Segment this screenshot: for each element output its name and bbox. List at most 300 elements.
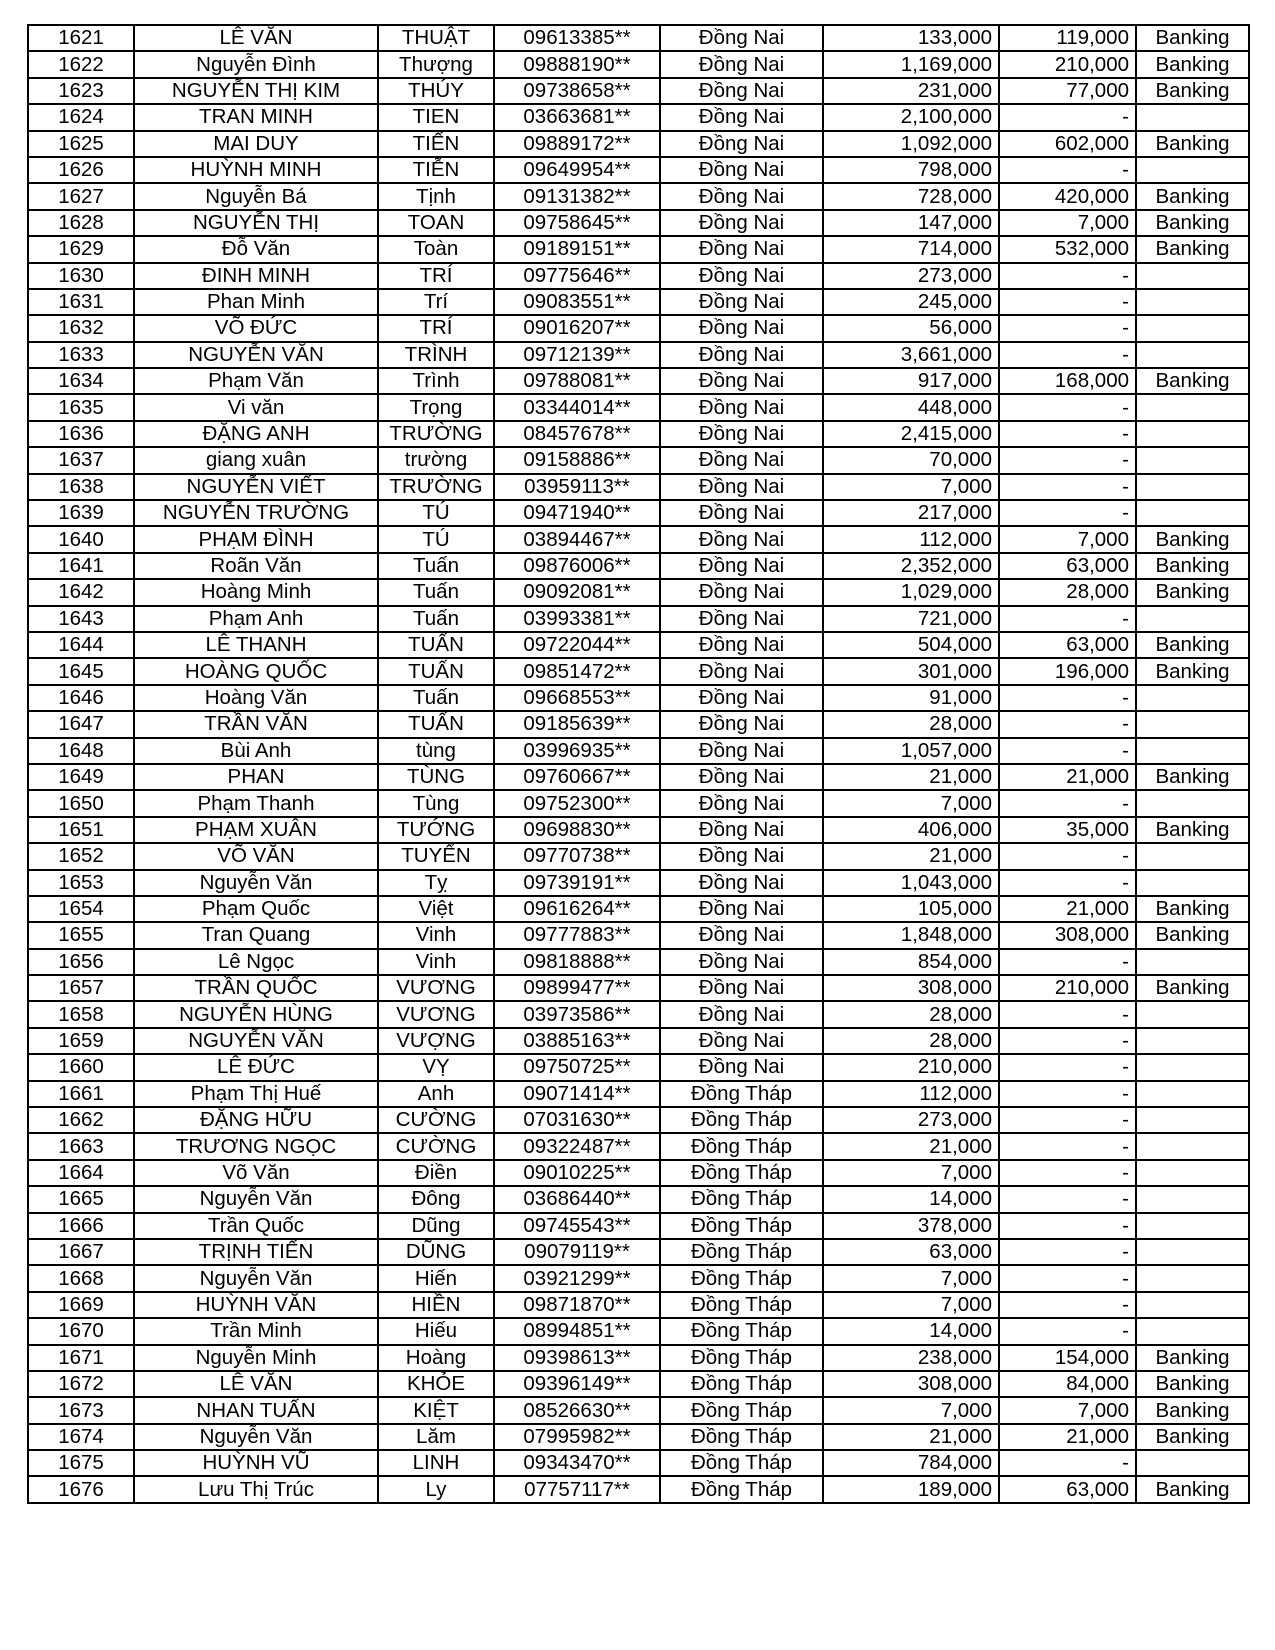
row-number-cell: 1634 [28,368,134,394]
given-name-cell: THUẬT [378,25,494,51]
table-row [28,263,1249,289]
province-cell: Đồng Tháp [660,1424,823,1450]
table-row [28,764,1249,790]
table-row [28,1397,1249,1423]
method-cell [1136,474,1249,500]
surname-cell: PHAN [134,764,378,790]
method-cell [1136,421,1249,447]
table-row [28,210,1249,236]
amount-cell: 273,000 [823,263,999,289]
province-cell: Đồng Nai [660,78,823,104]
province-cell: Đồng Nai [660,104,823,130]
given-name-cell: Trí [378,289,494,315]
phone-cell: 09396149** [494,1371,660,1397]
paid-amount-cell: - [999,1001,1136,1027]
paid-amount-cell: 210,000 [999,51,1136,77]
table-row [28,1186,1249,1212]
given-name-cell: Tuấn [378,606,494,632]
amount-cell: 721,000 [823,606,999,632]
phone-cell: 03996935** [494,738,660,764]
province-cell: Đồng Tháp [660,1397,823,1423]
table-row [28,1424,1249,1450]
table-row [28,790,1249,816]
surname-cell: NHAN TUẤN [134,1397,378,1423]
method-cell [1136,315,1249,341]
paid-amount-cell: - [999,1107,1136,1133]
given-name-cell: THÚY [378,78,494,104]
table-row [28,1107,1249,1133]
given-name-cell: TRÍ [378,315,494,341]
paid-amount-cell: - [999,606,1136,632]
province-cell: Đồng Nai [660,1001,823,1027]
phone-cell: 09738658** [494,78,660,104]
amount-cell: 1,092,000 [823,131,999,157]
amount-cell: 28,000 [823,711,999,737]
table-row [28,975,1249,1001]
table-row [28,104,1249,130]
row-number-cell: 1641 [28,553,134,579]
province-cell: Đồng Nai [660,474,823,500]
province-cell: Đồng Nai [660,843,823,869]
amount-cell: 7,000 [823,1292,999,1318]
amount-cell: 1,057,000 [823,738,999,764]
table-row [28,685,1249,711]
records-table [27,24,1250,1504]
province-cell: Đồng Nai [660,632,823,658]
province-cell: Đồng Nai [660,1054,823,1080]
table-row [28,922,1249,948]
row-number-cell: 1669 [28,1292,134,1318]
given-name-cell: TUYỂN [378,843,494,869]
province-cell: Đồng Nai [660,606,823,632]
phone-cell: 09876006** [494,553,660,579]
table-row [28,1213,1249,1239]
surname-cell: Phạm Thị Huế [134,1081,378,1107]
paid-amount-cell: - [999,790,1136,816]
surname-cell: VÕ VĂN [134,843,378,869]
surname-cell: Tran Quang [134,922,378,948]
surname-cell: ĐINH MINH [134,263,378,289]
surname-cell: Phan Minh [134,289,378,315]
surname-cell: NGUYỄN THỊ [134,210,378,236]
surname-cell: Roãn Văn [134,553,378,579]
surname-cell: TRAN MINH [134,104,378,130]
phone-cell: 09698830** [494,817,660,843]
table-row [28,1239,1249,1265]
table-row [28,1081,1249,1107]
surname-cell: HUỲNH VŨ [134,1450,378,1476]
province-cell: Đồng Nai [660,949,823,975]
phone-cell: 09758645** [494,210,660,236]
province-cell: Đồng Nai [660,25,823,51]
given-name-cell: TÚ [378,500,494,526]
amount-cell: 1,848,000 [823,922,999,948]
given-name-cell: VƯƠNG [378,975,494,1001]
table-row [28,368,1249,394]
table-row [28,1476,1249,1502]
phone-cell: 09158886** [494,447,660,473]
method-cell: Banking [1136,579,1249,605]
method-cell [1136,1450,1249,1476]
amount-cell: 7,000 [823,1160,999,1186]
province-cell: Đồng Nai [660,817,823,843]
surname-cell: Nguyễn Minh [134,1345,378,1371]
surname-cell: ĐẶNG HỮU [134,1107,378,1133]
surname-cell: Vi văn [134,394,378,420]
amount-cell: 14,000 [823,1186,999,1212]
paid-amount-cell: - [999,1239,1136,1265]
table-row [28,315,1249,341]
row-number-cell: 1636 [28,421,134,447]
province-cell: Đồng Tháp [660,1160,823,1186]
row-number-cell: 1661 [28,1081,134,1107]
method-cell: Banking [1136,131,1249,157]
method-cell [1136,1054,1249,1080]
province-cell: Đồng Nai [660,421,823,447]
row-number-cell: 1672 [28,1371,134,1397]
amount-cell: 21,000 [823,764,999,790]
paid-amount-cell: 21,000 [999,896,1136,922]
amount-cell: 7,000 [823,1265,999,1291]
surname-cell: TRỊNH TIẾN [134,1239,378,1265]
phone-cell: 09613385** [494,25,660,51]
given-name-cell: VƯƠNG [378,1001,494,1027]
method-cell [1136,1186,1249,1212]
row-number-cell: 1668 [28,1265,134,1291]
row-number-cell: 1631 [28,289,134,315]
province-cell: Đồng Nai [660,157,823,183]
method-cell: Banking [1136,1424,1249,1450]
phone-cell: 09851472** [494,658,660,684]
paid-amount-cell: - [999,263,1136,289]
paid-amount-cell: 602,000 [999,131,1136,157]
amount-cell: 91,000 [823,685,999,711]
row-number-cell: 1674 [28,1424,134,1450]
phone-cell: 07031630** [494,1107,660,1133]
given-name-cell: Lăm [378,1424,494,1450]
table-row [28,606,1249,632]
row-number-cell: 1645 [28,658,134,684]
amount-cell: 2,415,000 [823,421,999,447]
table-row [28,25,1249,51]
surname-cell: PHẠM XUÂN [134,817,378,843]
amount-cell: 133,000 [823,25,999,51]
given-name-cell: Việt [378,896,494,922]
given-name-cell: Dũng [378,1213,494,1239]
given-name-cell: KHỎE [378,1371,494,1397]
amount-cell: 406,000 [823,817,999,843]
phone-cell: 03344014** [494,394,660,420]
amount-cell: 70,000 [823,447,999,473]
method-cell [1136,1107,1249,1133]
phone-cell: 09083551** [494,289,660,315]
province-cell: Đồng Nai [660,579,823,605]
province-cell: Đồng Nai [660,289,823,315]
amount-cell: 217,000 [823,500,999,526]
table-row [28,738,1249,764]
phone-cell: 09092081** [494,579,660,605]
surname-cell: HOÀNG QUỐC [134,658,378,684]
row-number-cell: 1648 [28,738,134,764]
table-row [28,658,1249,684]
amount-cell: 854,000 [823,949,999,975]
paid-amount-cell: - [999,104,1136,130]
phone-cell: 09016207** [494,315,660,341]
paid-amount-cell: 35,000 [999,817,1136,843]
amount-cell: 378,000 [823,1213,999,1239]
paid-amount-cell: 63,000 [999,632,1136,658]
phone-cell: 08994851** [494,1318,660,1344]
table-row [28,289,1249,315]
method-cell: Banking [1136,922,1249,948]
row-number-cell: 1621 [28,25,134,51]
method-cell: Banking [1136,1345,1249,1371]
province-cell: Đồng Nai [660,368,823,394]
given-name-cell: Tùng [378,790,494,816]
given-name-cell: TÚ [378,526,494,552]
province-cell: Đồng Nai [660,764,823,790]
amount-cell: 28,000 [823,1028,999,1054]
paid-amount-cell: - [999,1081,1136,1107]
row-number-cell: 1656 [28,949,134,975]
paid-amount-cell: - [999,1160,1136,1186]
row-number-cell: 1655 [28,922,134,948]
table-row [28,1160,1249,1186]
province-cell: Đồng Nai [660,922,823,948]
amount-cell: 245,000 [823,289,999,315]
paid-amount-cell: 21,000 [999,1424,1136,1450]
table-row [28,474,1249,500]
given-name-cell: LINH [378,1450,494,1476]
given-name-cell: Tuấn [378,553,494,579]
paid-amount-cell: - [999,1213,1136,1239]
row-number-cell: 1654 [28,896,134,922]
method-cell [1136,1239,1249,1265]
amount-cell: 504,000 [823,632,999,658]
surname-cell: Hoàng Minh [134,579,378,605]
row-number-cell: 1653 [28,870,134,896]
given-name-cell: CƯỜNG [378,1107,494,1133]
phone-cell: 09739191** [494,870,660,896]
paid-amount-cell: - [999,500,1136,526]
paid-amount-cell: 7,000 [999,1397,1136,1423]
surname-cell: LÊ VĂN [134,1371,378,1397]
amount-cell: 56,000 [823,315,999,341]
amount-cell: 210,000 [823,1054,999,1080]
given-name-cell: Vinh [378,922,494,948]
given-name-cell: Tuấn [378,579,494,605]
amount-cell: 21,000 [823,1133,999,1159]
method-cell [1136,447,1249,473]
row-number-cell: 1643 [28,606,134,632]
province-cell: Đồng Tháp [660,1239,823,1265]
row-number-cell: 1625 [28,131,134,157]
surname-cell: VÕ ĐỨC [134,315,378,341]
surname-cell: Lưu Thị Trúc [134,1476,378,1502]
row-number-cell: 1666 [28,1213,134,1239]
given-name-cell: Tịnh [378,183,494,209]
province-cell: Đồng Nai [660,131,823,157]
method-cell [1136,1292,1249,1318]
amount-cell: 714,000 [823,236,999,262]
surname-cell: Phạm Văn [134,368,378,394]
given-name-cell: HIỀN [378,1292,494,1318]
phone-cell: 09079119** [494,1239,660,1265]
amount-cell: 7,000 [823,790,999,816]
amount-cell: 189,000 [823,1476,999,1502]
given-name-cell: Hiếu [378,1318,494,1344]
table-row [28,870,1249,896]
amount-cell: 21,000 [823,1424,999,1450]
phone-cell: 09668553** [494,685,660,711]
paid-amount-cell: - [999,870,1136,896]
method-cell [1136,263,1249,289]
province-cell: Đồng Nai [660,526,823,552]
table-row [28,236,1249,262]
phone-cell: 09760667** [494,764,660,790]
given-name-cell: TIẾN [378,131,494,157]
phone-cell: 09322487** [494,1133,660,1159]
table-row [28,1318,1249,1344]
method-cell [1136,1001,1249,1027]
paid-amount-cell: 168,000 [999,368,1136,394]
paid-amount-cell: - [999,949,1136,975]
given-name-cell: Hiến [378,1265,494,1291]
amount-cell: 1,169,000 [823,51,999,77]
given-name-cell: TRƯỜNG [378,474,494,500]
given-name-cell: Trình [378,368,494,394]
surname-cell: Lê Ngọc [134,949,378,975]
phone-cell: 09071414** [494,1081,660,1107]
row-number-cell: 1659 [28,1028,134,1054]
phone-cell: 09777883** [494,922,660,948]
method-cell [1136,685,1249,711]
paid-amount-cell: - [999,1028,1136,1054]
method-cell [1136,1213,1249,1239]
surname-cell: TRẦN VĂN [134,711,378,737]
given-name-cell: trường [378,447,494,473]
paid-amount-cell: - [999,1265,1136,1291]
paid-amount-cell: 420,000 [999,183,1136,209]
row-number-cell: 1642 [28,579,134,605]
phone-cell: 09712139** [494,342,660,368]
surname-cell: Nguyễn Bá [134,183,378,209]
phone-cell: 09775646** [494,263,660,289]
method-cell [1136,342,1249,368]
method-cell [1136,394,1249,420]
phone-cell: 09131382** [494,183,660,209]
amount-cell: 308,000 [823,975,999,1001]
method-cell [1136,790,1249,816]
paid-amount-cell: 28,000 [999,579,1136,605]
method-cell [1136,949,1249,975]
phone-cell: 09010225** [494,1160,660,1186]
method-cell [1136,1265,1249,1291]
records-body [28,25,1249,1503]
method-cell [1136,1160,1249,1186]
surname-cell: Trần Quốc [134,1213,378,1239]
surname-cell: Nguyễn Văn [134,1186,378,1212]
row-number-cell: 1652 [28,843,134,869]
method-cell: Banking [1136,632,1249,658]
surname-cell: Võ Văn [134,1160,378,1186]
paid-amount-cell: 308,000 [999,922,1136,948]
surname-cell: LÊ VĂN [134,25,378,51]
surname-cell: NGUYỄN VĂN [134,342,378,368]
paid-amount-cell: - [999,315,1136,341]
province-cell: Đồng Nai [660,236,823,262]
paid-amount-cell: 77,000 [999,78,1136,104]
paid-amount-cell: - [999,685,1136,711]
given-name-cell: Tỵ [378,870,494,896]
table-row [28,394,1249,420]
province-cell: Đồng Tháp [660,1081,823,1107]
phone-cell: 09899477** [494,975,660,1001]
paid-amount-cell: 119,000 [999,25,1136,51]
method-cell: Banking [1136,896,1249,922]
row-number-cell: 1660 [28,1054,134,1080]
province-cell: Đồng Nai [660,738,823,764]
surname-cell: HUỲNH VĂN [134,1292,378,1318]
surname-cell: Phạm Anh [134,606,378,632]
surname-cell: TRẦN QUỐC [134,975,378,1001]
row-number-cell: 1633 [28,342,134,368]
given-name-cell: Ly [378,1476,494,1502]
method-cell [1136,1318,1249,1344]
province-cell: Đồng Tháp [660,1450,823,1476]
given-name-cell: DŨNG [378,1239,494,1265]
method-cell: Banking [1136,1371,1249,1397]
province-cell: Đồng Tháp [660,1107,823,1133]
method-cell: Banking [1136,78,1249,104]
given-name-cell: VƯỢNG [378,1028,494,1054]
row-number-cell: 1650 [28,790,134,816]
row-number-cell: 1623 [28,78,134,104]
method-cell [1136,711,1249,737]
method-cell [1136,843,1249,869]
table-row [28,579,1249,605]
table-row [28,1265,1249,1291]
row-number-cell: 1644 [28,632,134,658]
paid-amount-cell: 532,000 [999,236,1136,262]
method-cell: Banking [1136,526,1249,552]
method-cell: Banking [1136,51,1249,77]
amount-cell: 105,000 [823,896,999,922]
amount-cell: 7,000 [823,1397,999,1423]
row-number-cell: 1675 [28,1450,134,1476]
phone-cell: 09752300** [494,790,660,816]
row-number-cell: 1665 [28,1186,134,1212]
phone-cell: 09185639** [494,711,660,737]
paid-amount-cell: 63,000 [999,553,1136,579]
paid-amount-cell: - [999,1054,1136,1080]
paid-amount-cell: - [999,1318,1136,1344]
given-name-cell: TUẤN [378,632,494,658]
surname-cell: NGUYỄN TRƯỜNG [134,500,378,526]
paid-amount-cell: - [999,474,1136,500]
row-number-cell: 1630 [28,263,134,289]
method-cell: Banking [1136,210,1249,236]
table-row [28,949,1249,975]
row-number-cell: 1626 [28,157,134,183]
province-cell: Đồng Nai [660,790,823,816]
paid-amount-cell: 7,000 [999,526,1136,552]
phone-cell: 09750725** [494,1054,660,1080]
province-cell: Đồng Nai [660,711,823,737]
table-row [28,1133,1249,1159]
row-number-cell: 1667 [28,1239,134,1265]
given-name-cell: TUẤN [378,658,494,684]
